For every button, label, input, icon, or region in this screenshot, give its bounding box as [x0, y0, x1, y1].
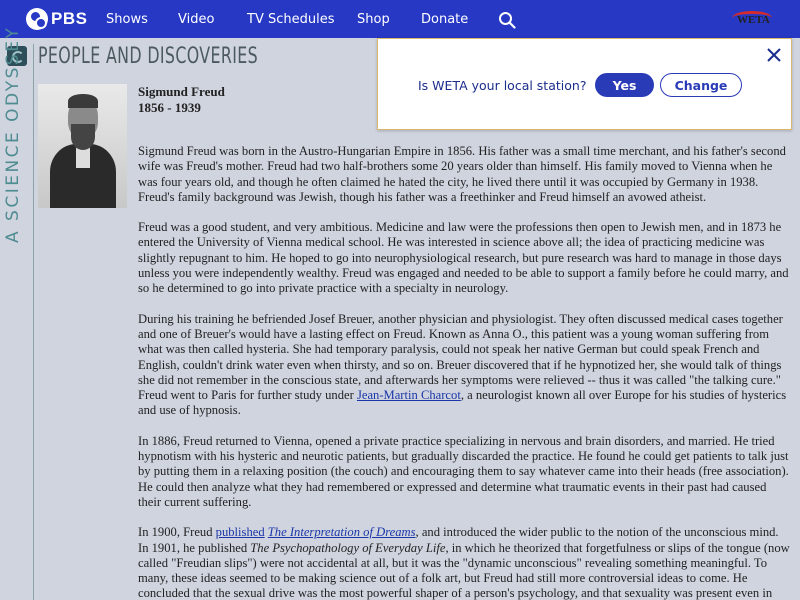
- close-icon[interactable]: [766, 47, 782, 63]
- charcot-link[interactable]: Jean-Martin Charcot: [356, 388, 461, 403]
- nav-link-video[interactable]: Video: [178, 11, 215, 27]
- paragraph-3-text-a: During his training he befriended Josef Breuer, another physician and physiologist. They often discussed medical cases together and one of Breuer's would have a lasting effect on Freud. Known as Anna O., this patient was a young woman suffering from what was then called hysteria. She had temporary paralysis, could not speak her native German but could speak French and English, couldn't drink water even when thirsty, and so on. Breuer discovered that if he hypnotized her, she would talk of things she did not remember in the conscious state, and afterwards her symptoms were relieved -- thus it was called "the talking cure." Freud went to Paris for further study under: [138, 311, 783, 403]
- article-body: [138, 144, 792, 600]
- weta-logo[interactable]: [730, 9, 774, 31]
- section-title: PEOPLE AND DISCOVERIES: [38, 44, 259, 69]
- pbs-logo[interactable]: [26, 8, 87, 30]
- book-title-psychopathology: The Psychopathology of Everyday Life: [250, 540, 446, 555]
- weta-logo-text: WETA: [737, 14, 770, 26]
- side-divider: [33, 44, 34, 600]
- published-link[interactable]: published: [215, 525, 265, 540]
- paragraph-5-text-a: In 1900, Freud: [138, 525, 216, 540]
- nav-link-shows[interactable]: Shows: [106, 11, 148, 27]
- nav-link-shop[interactable]: Shop: [357, 11, 390, 27]
- search-icon[interactable]: [498, 11, 516, 29]
- paragraph-4: In 1886, Freud returned to Vienna, opened a private practice specializing in nervous and brain disorders, and married. He tried hypnotism with his hysteric and neurotic patients, but gradually discarded the practice. He found he could get patients to talk just by putting them in a relaxing position (the couch) and encouraging them to say whatever came into their heads (free association). He could then analyze what they had remembered or expressed and determine what traumatic events in their past had caused their current suffering.: [138, 433, 789, 509]
- side-banner: [0, 25, 35, 600]
- station-question: Is WETA your local station?: [418, 78, 587, 93]
- interpretation-of-dreams-link[interactable]: [268, 525, 416, 539]
- paragraph-5-text-c: , and introduced the wider public to the notion of the unconscious mind. In 1901, he published: [138, 525, 779, 555]
- paragraph-5-text-d: , in which he theorized that forgetfulness or slips of the tongue (now called "Freudian slips") were not accidental at all, but it was the "dynamic unconscious" revealing something meaningful. To many, these ideas seemed to be making science out of a folk art, but Freud had still more controversial ideas to come. He concluded that the sexual drive was the most powerful shaper of a person's psychology, and that sexuality was present even in: [138, 540, 790, 600]
- series-vertical-title: A SCIENCE ODYSSEY: [3, 25, 23, 243]
- paragraph-3: [138, 312, 792, 419]
- book-title-dreams: The Interpretation of Dreams: [267, 525, 416, 540]
- paragraph-1: Sigmund Freud was born in the Austro-Hungarian Empire in 1856. His father was a small time merchant, and his father's second wife was Freud's mother. Freud had two half-brothers some 20 years older than himself. His family moved to Vienna when he was four years old, and though he often claimed he hated the city, he lived there until it was occupied by Germany in 1938. Freud's family background was Jewish, though his father was a freethinker and Freud himself an avowed atheist.: [138, 144, 786, 204]
- pbs-navbar: [0, 0, 800, 38]
- change-button[interactable]: Change: [660, 73, 742, 97]
- portrait-hair: [68, 94, 98, 108]
- freud-portrait: [38, 84, 127, 208]
- nav-link-tv-schedules[interactable]: TV Schedules: [247, 11, 335, 27]
- pbs-logo-text: PBS: [51, 9, 88, 28]
- paragraph-5: [138, 525, 792, 600]
- local-station-popup: [377, 38, 792, 130]
- portrait-beard: [71, 124, 95, 150]
- yes-button[interactable]: Yes: [595, 73, 654, 97]
- person-name: Sigmund Freud: [138, 84, 225, 99]
- nav-link-donate[interactable]: Donate: [421, 11, 469, 27]
- paragraph-2: Freud was a good student, and very ambitious. Medicine and law were the professions then open to Jewish men, and in 1873 he entered the University of Vienna medical school. He was interested in science above all; the idea of practicing medicine was slightly repugnant to him. He hoped to go into neurophysiological research, but pure research was hard to manage in those days unless you were independently wealthy. Freud was engaged and needed to be able to support a family before he could marry, and so he determined to go into private practice with a specialty in neurology.: [138, 220, 789, 296]
- paragraph-3-text-b: , a neurologist known all over Europe for his studies of hysterics and use of hypnosis.: [138, 388, 787, 418]
- person-dates: 1856 - 1939: [138, 100, 201, 115]
- pbs-head-icon: [26, 8, 48, 30]
